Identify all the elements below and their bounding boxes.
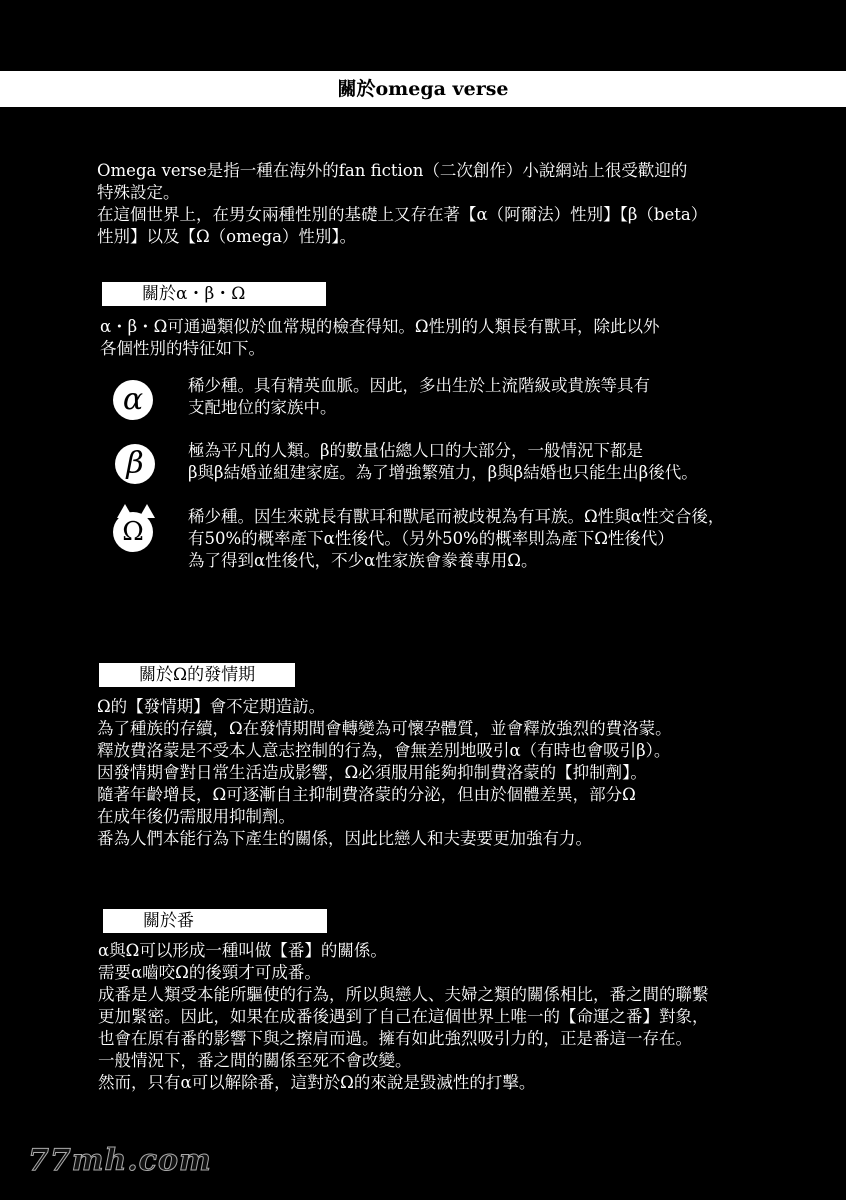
section-heading-bond: 關於番: [103, 909, 327, 933]
intro-line: 特殊設定。: [97, 183, 180, 202]
bond-line: 需要α嚙咬Ω的後頸才可成番。: [98, 963, 321, 982]
bond-line: 一般情況下，番之間的關係至死不會改變。: [98, 1051, 412, 1070]
abo-line: α・β・Ω可通過類似於血常規的檢查得知。Ω性別的人類長有獸耳，除此以外: [100, 317, 660, 336]
heat-line: 因發情期會對日常生活造成影響，Ω必須服用能夠抑制費洛蒙的【抑制劑】。: [97, 763, 647, 782]
heat-line: 為了種族的存續，Ω在發情期間會轉變為可懷孕體質，並會釋放強烈的費洛蒙。: [97, 719, 672, 738]
beta-line: 極為平凡的人類。β的數量佔總人口的大部分，一般情況下都是: [188, 441, 644, 460]
bond-line: α與Ω可以形成一種叫做【番】的關係。: [98, 941, 387, 960]
heat-line: 釋放費洛蒙是不受本人意志控制的行為，會無差別地吸引α（有時也會吸引β）。: [97, 741, 671, 760]
bond-line: 更加緊密。因此，如果在成番後遇到了自己在這個世界上唯一的【命運之番】對象，: [98, 1007, 709, 1026]
intro-line: Omega verse是指一種在海外的fan fiction（二次創作）小說網站上很受歡迎的: [97, 161, 688, 180]
intro-paragraph: [97, 160, 707, 248]
beta-icon: β: [115, 444, 155, 484]
bond-line: 然而，只有α可以解除番，這對於Ω的來說是毀滅性的打擊。: [98, 1073, 536, 1092]
heat-line: 番為人們本能行為下產生的關係，因此比戀人和夫妻要更加強有力。: [97, 829, 592, 848]
abo-line: 各個性別的特征如下。: [100, 339, 265, 358]
abo-paragraph: [100, 316, 660, 360]
site-watermark: 77mh.com: [28, 1143, 212, 1178]
omega-line: 為了得到α性後代，不少α性家族會豢養專用Ω。: [188, 551, 538, 570]
beta-description: [188, 440, 698, 484]
alpha-description: [188, 375, 650, 419]
intro-line: 在這個世界上，在男女兩種性別的基礎上又存在著【α（阿爾法）性別】【β（beta）: [97, 205, 708, 224]
heat-line: Ω的【發情期】會不定期造訪。: [97, 697, 326, 716]
bond-paragraph: [98, 940, 709, 1094]
heat-line: 在成年後仍需服用抑制劑。: [97, 807, 295, 826]
section-heading-abo: 關於α・β・Ω: [102, 282, 326, 306]
alpha-icon: α: [113, 380, 153, 420]
omega-line: 有50%的概率產下α性後代。（另外50%的概率則為產下Ω性後代）: [188, 529, 674, 548]
alpha-line: 稀少種。具有精英血脈。因此，多出生於上流階級或貴族等具有: [188, 376, 650, 395]
bond-line: 成番是人類受本能所驅使的行為，所以與戀人、夫婦之類的關係相比，番之間的聯繫: [98, 985, 709, 1004]
omega-cat-icon: Ω: [113, 512, 153, 552]
section-heading-heat: 關於Ω的發情期: [99, 663, 295, 687]
omega-line: 稀少種。因生來就長有獸耳和獸尾而被歧視為有耳族。Ω性與α性交合後，: [188, 507, 725, 526]
page-title-banner: 關於omega verse: [0, 71, 846, 107]
heat-line: 隨著年齡增長，Ω可逐漸自主抑制費洛蒙的分泌，但由於個體差異，部分Ω: [97, 785, 636, 804]
heat-paragraph: [97, 696, 672, 850]
intro-line: 性別】以及【Ω（omega）性別】。: [97, 227, 357, 246]
bond-line: 也會在原有番的影響下與之擦肩而過。擁有如此強烈吸引力的，正是番這一存在。: [98, 1029, 692, 1048]
omega-description: [188, 506, 724, 572]
beta-line: β與β結婚並組建家庭。為了增強繁殖力，β與β結婚也只能生出β後代。: [188, 463, 698, 482]
alpha-line: 支配地位的家族中。: [188, 398, 337, 417]
